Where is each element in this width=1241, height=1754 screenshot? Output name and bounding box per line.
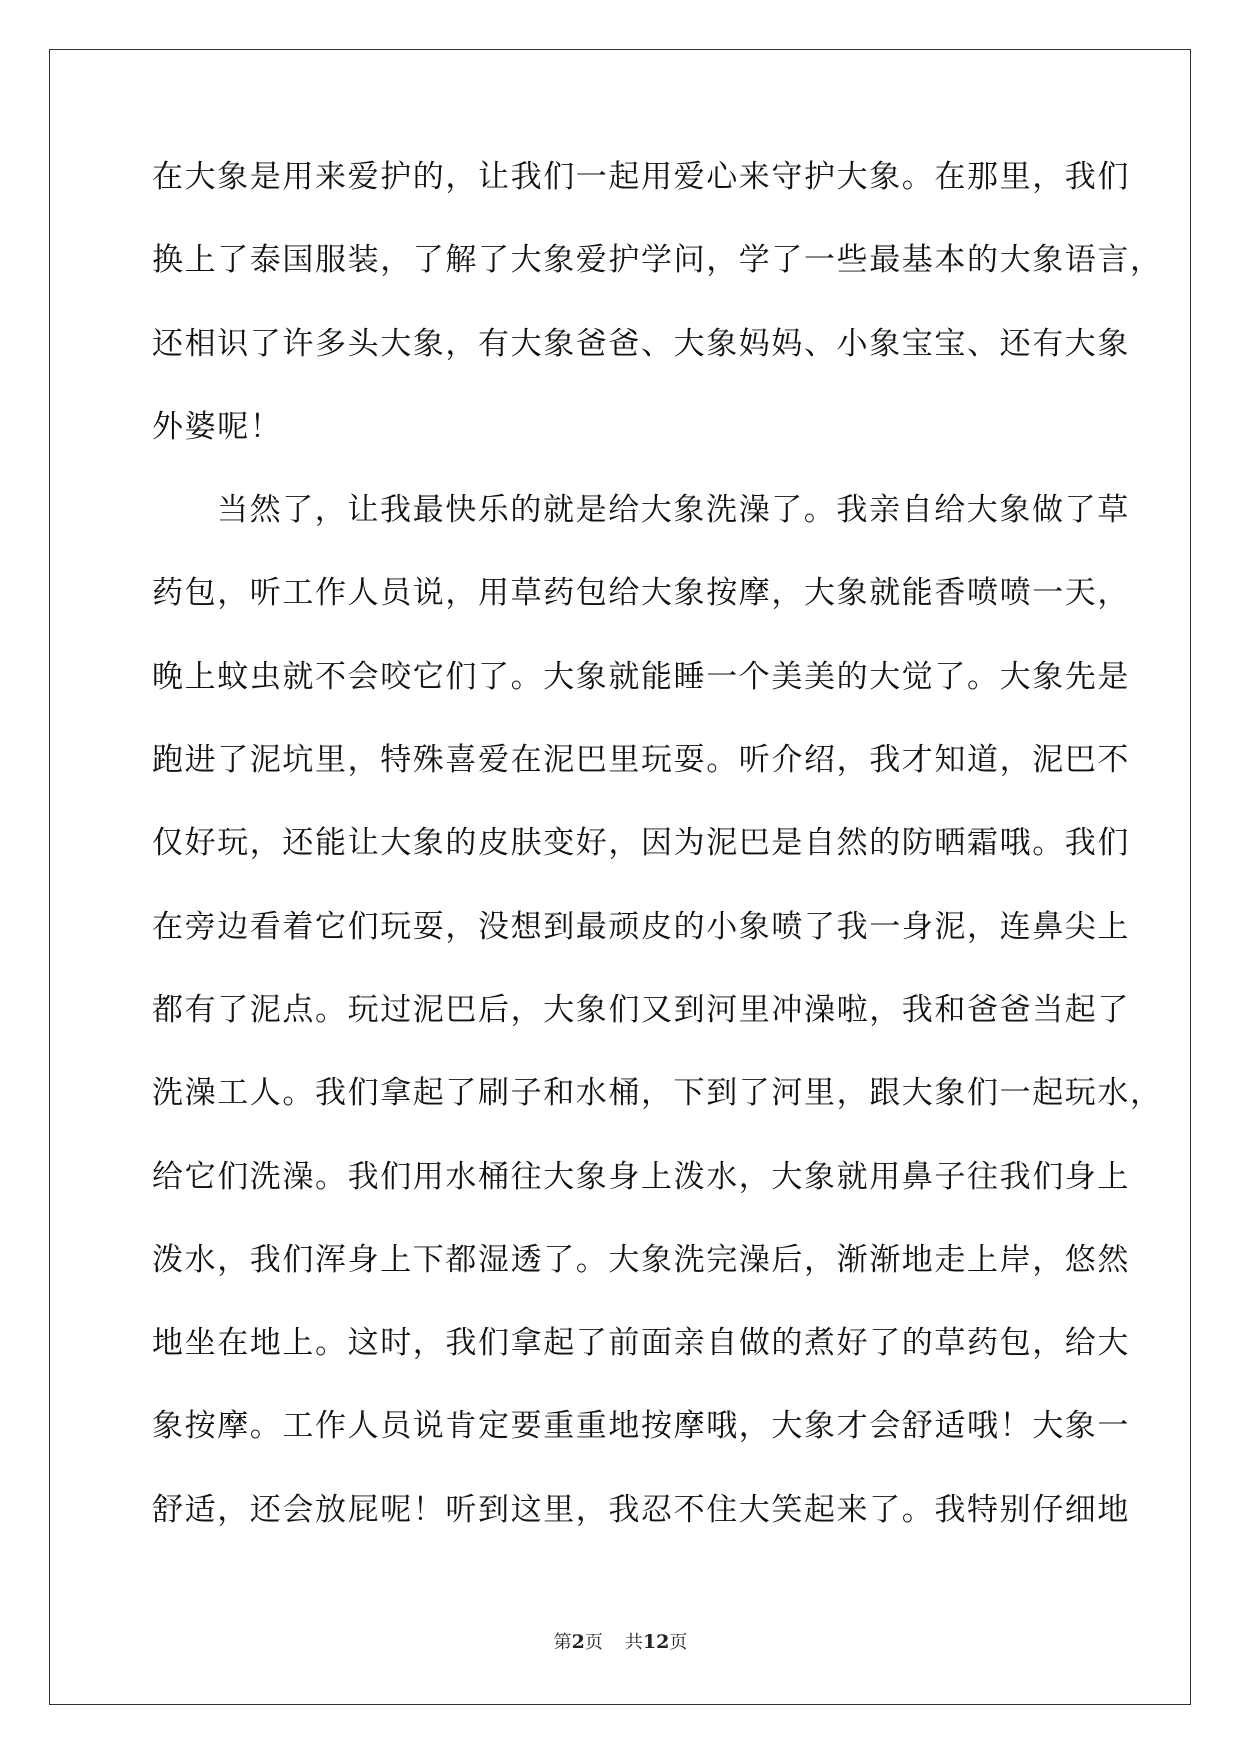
text-line: 洗澡工人。我们拿起了刷子和水桶，下到了河里，跟大象们一起玩水， [152,1075,1163,1112]
page-number: 2 [571,1631,585,1653]
paragraph-first-line: 当然了，让我最快乐的就是给大象洗澡了。我亲自给大象做了草 [217,492,1130,529]
text-line: 还相识了许多头大象，有大象爸爸、大象妈妈、小象宝宝、还有大象 [152,325,1130,362]
text-line: 给它们洗澡。我们用水桶往大象身上泼水，大象就用鼻子往我们身上 [152,1158,1130,1195]
total-pages-prefix: 共 [624,1632,643,1653]
text-line: 舒适，还会放屁呢！听到这里，我忍不住大笑起来了。我特别仔细地 [152,1491,1130,1528]
total-pages-suffix: 页 [669,1632,688,1653]
text-line: 晚上蚊虫就不会咬它们了。大象就能睡一个美美的大觉了。大象先是 [152,658,1130,695]
text-line: 泼水，我们浑身上下都湿透了。大象洗完澡后，渐渐地走上岸，悠然 [152,1241,1130,1278]
total-pages: 12 [642,1631,670,1653]
text-line: 外婆呢！ [152,408,283,445]
text-line: 仅好玩，还能让大象的皮肤变好，因为泥巴是自然的防晒霜哦。我们 [152,825,1130,862]
text-line: 地坐在地上。这时，我们拿起了前面亲自做的煮好了的草药包，给大 [152,1325,1130,1362]
text-line: 药包，听工作人员说，用草药包给大象按摩，大象就能香喷喷一天， [152,575,1130,612]
document-body [152,159,1163,1576]
text-line: 象按摩。工作人员说肯定要重重地按摩哦，大象才会舒适哦！大象一 [152,1408,1130,1445]
text-line: 都有了泥点。玩过泥巴后，大象们又到河里冲澡啦，我和爸爸当起了 [152,991,1130,1028]
text-line: 在大象是用来爱护的，让我们一起用爱心来守护大象。在那里，我们 [152,159,1130,195]
text-line: 换上了泰国服装，了解了大象爱护学问，学了一些最基本的大象语言， [152,242,1163,279]
page-footer [0,1631,1241,1654]
text-line: 在旁边看着它们玩耍，没想到最顽皮的小象喷了我一身泥，连鼻尖上 [152,908,1130,945]
text-line: 跑进了泥坑里，特殊喜爱在泥巴里玩耍。听介绍，我才知道，泥巴不 [152,742,1130,779]
page-number-prefix: 第 [553,1632,572,1653]
page-number-suffix: 页 [584,1632,603,1653]
